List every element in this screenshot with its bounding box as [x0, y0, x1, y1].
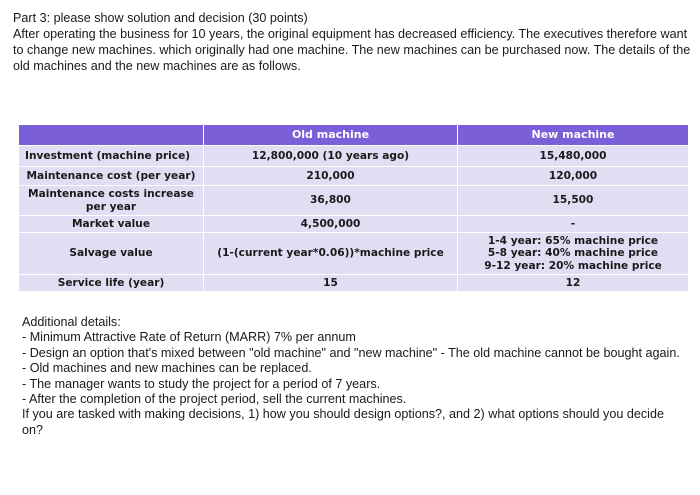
row-label: Service life (year)	[19, 275, 204, 292]
table-row	[19, 233, 689, 275]
header-label-cell	[19, 125, 204, 146]
row-label: Market value	[19, 216, 204, 233]
old-machine-value: 4,500,000	[204, 216, 458, 233]
new-machine-value: -	[458, 216, 689, 233]
old-machine-value: 210,000	[204, 167, 458, 186]
part-heading: Part 3: please show solution and decision (30 points)	[13, 11, 308, 25]
old-machine-value: 36,800	[204, 186, 458, 216]
row-label: Investment (machine price)	[19, 146, 204, 167]
table-row	[19, 275, 689, 292]
detail-item: - Design an option that's mixed between "old machine" and "new machine" - The old machine cannot be bought again.	[22, 345, 680, 360]
row-label: Maintenance costs increase per year	[19, 186, 204, 216]
detail-item: - The manager wants to study the project for a period of 7 years.	[22, 376, 381, 391]
row-label: Salvage value	[19, 233, 204, 275]
table-row	[19, 167, 689, 186]
row-label: Maintenance cost (per year)	[19, 167, 204, 186]
additional-title: Additional details:	[22, 315, 121, 329]
new-machine-value	[458, 233, 689, 275]
table-row	[19, 186, 689, 216]
old-machine-value: (1-(current year*0.06))*machine price	[204, 233, 458, 275]
old-machine-value: 15	[204, 275, 458, 292]
detail-item: - After the completion of the project period, sell the current machines.	[22, 392, 407, 407]
new-machine-value: 15,500	[458, 186, 689, 216]
new-machine-value: 120,000	[458, 167, 689, 186]
salvage-line: 5-8 year: 40% machine price	[487, 247, 659, 260]
intro-section	[13, 10, 693, 74]
detail-item: - Minimum Attractive Rate of Return (MARR) 7% per annum	[22, 330, 356, 345]
additional-details-section	[22, 315, 682, 438]
salvage-line: 9-12 year: 20% machine price	[484, 259, 662, 272]
table-row	[19, 216, 689, 233]
intro-paragraph: After operating the business for 10 years, the original equipment has decreased efficiency. The executives therefore want to change new machines. which originally had one machine. The new machines can be purchased now. The details of the old machines and the new machines are as follows.	[13, 27, 691, 73]
table-row	[19, 146, 689, 167]
old-machine-value: 12,800,000 (10 years ago)	[204, 146, 458, 167]
header-old-machine: Old machine	[204, 125, 458, 146]
salvage-line: 1-4 year: 65% machine price	[487, 234, 659, 247]
new-machine-value: 15,480,000	[458, 146, 689, 167]
closing-question: If you are tasked with making decisions, 1) how you should design options?, and 2) what options should you decide on?	[22, 407, 664, 437]
new-machine-value: 12	[458, 275, 689, 292]
detail-item: - Old machines and new machines can be replaced.	[22, 361, 312, 376]
header-new-machine: New machine	[458, 125, 689, 146]
table-header-row	[19, 125, 689, 146]
machine-comparison-table	[18, 124, 689, 292]
